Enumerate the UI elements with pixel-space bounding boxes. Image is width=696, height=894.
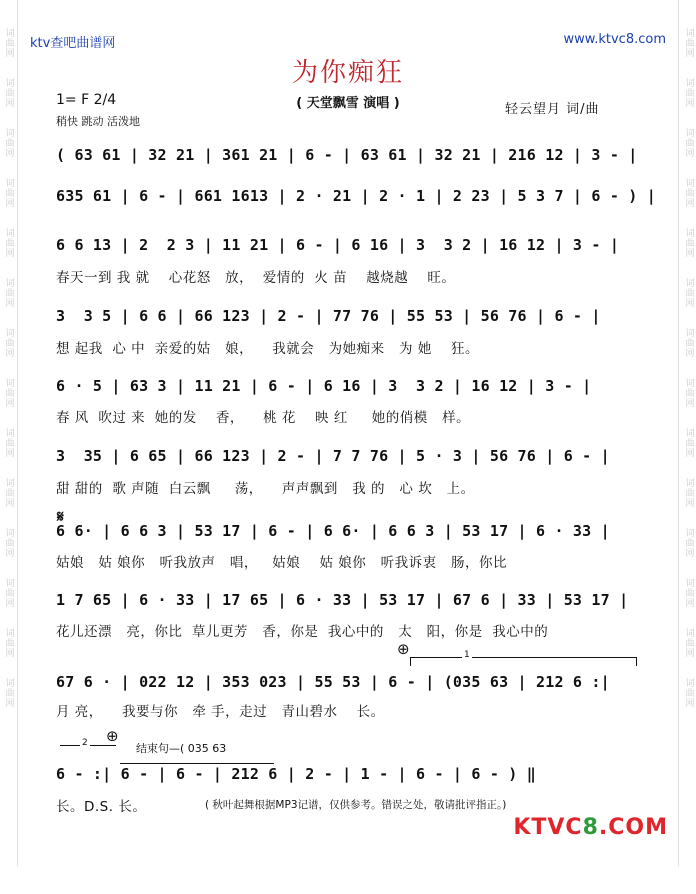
- segno-sign: 𝄋: [57, 507, 64, 526]
- notation-line: 3 3 5 | 6 6 | 66 123 | 2 - | 77 76 | 55 53 | 56 76 | 6 - |: [56, 307, 601, 325]
- side-watermark-text: 词曲网: [3, 278, 14, 308]
- song-title: 为你痴狂: [291, 58, 404, 88]
- side-watermark-text: 词曲网: [3, 628, 14, 658]
- second-ending-number: 2: [82, 738, 88, 748]
- logo-digit: 8: [582, 815, 599, 840]
- side-watermark-text: 词曲网: [3, 678, 14, 708]
- first-ending-bracket: [410, 657, 637, 666]
- side-watermark-text: 词曲网: [683, 378, 694, 408]
- singer-credit: ( 天堂飘雪 演唱 ): [296, 96, 400, 111]
- side-watermark-text: 词曲网: [3, 528, 14, 558]
- notation-line: 6 · 5 | 63 3 | 11 21 | 6 - | 6 16 | 3 3 2 | 16 12 | 3 - |: [56, 377, 592, 395]
- lyric-line: 想 起我 心 中 亲爱的姑 娘， 我就会 为她痴来 为 她 狂。: [56, 341, 479, 357]
- right-margin-line: [678, 0, 679, 866]
- key-signature: 1= F 2/4: [56, 92, 117, 108]
- ending-phrase-rule: [120, 763, 274, 764]
- notation-line: 67 6 · | 022 12 | 353 023 | 55 53 | 6 - | (035 63 | 212 6 :|: [56, 673, 610, 691]
- side-watermark-text: 词曲网: [683, 628, 694, 658]
- left-watermark-strip: [0, 0, 16, 894]
- notation-line: ( 63 61 | 32 21 | 361 21 | 6 - | 63 61 | 32 21 | 216 12 | 3 - |: [56, 146, 638, 164]
- side-watermark-text: 词曲网: [683, 678, 694, 708]
- lyric-line: 春 风 吹过 来 她的发 香， 桃 花 映 红 她的俏模 样。: [56, 410, 471, 426]
- coda-sign: ⊕: [397, 640, 410, 658]
- side-watermark-text: 词曲网: [3, 28, 14, 58]
- side-watermark-text: 词曲网: [683, 78, 694, 108]
- logo-suffix: .COM: [598, 815, 668, 840]
- site-url-right[interactable]: www.ktvc8.com: [563, 32, 666, 47]
- notation-line: 1 7 65 | 6 · 33 | 17 65 | 6 · 33 | 53 17 | 67 6 | 33 | 53 17 |: [56, 591, 629, 609]
- logo-text: KTVC: [513, 815, 583, 840]
- notation-line: 3 35 | 6 65 | 66 123 | 2 - | 7 7 76 | 5 · 3 | 56 76 | 6 - |: [56, 447, 610, 465]
- right-watermark-strip: [680, 0, 696, 894]
- author-credit: 轻云望月 词/曲: [505, 102, 600, 117]
- side-watermark-text: 词曲网: [683, 178, 694, 208]
- left-margin-line: [17, 0, 18, 866]
- side-watermark-text: 词曲网: [683, 278, 694, 308]
- tempo-marking: 稍快 跳动 活泼地: [56, 115, 140, 128]
- notation-line: 635 61 | 6 - | 661 1613 | 2 · 21 | 2 · 1 | 2 23 | 5 3 7 | 6 - ) |: [56, 187, 656, 205]
- side-watermark-text: 词曲网: [3, 378, 14, 408]
- side-watermark-text: 词曲网: [683, 528, 694, 558]
- lyric-line: 月 亮， 我要与你 牵 手，走过 青山碧水 长。: [56, 704, 385, 720]
- side-watermark-text: 词曲网: [3, 478, 14, 508]
- lyric-line: 长。D.S. 长。: [56, 799, 147, 815]
- lyric-line: 花儿还漂 亮，你比 草儿更芳 香，你是 我心中的 太 阳，你是 我心中的: [56, 624, 549, 640]
- lyric-line: 姑娘 姑 娘你 听我放声 唱， 姑娘 姑 娘你 听我诉衷 肠，你比: [56, 555, 507, 571]
- site-name-left[interactable]: ktv查吧曲谱网: [30, 36, 116, 51]
- lyric-line: 甜 甜的 歌 声随 白云飘 荡， 声声飘到 我 的 心 坎 上。: [56, 481, 475, 497]
- side-watermark-text: 词曲网: [683, 578, 694, 608]
- side-watermark-text: 词曲网: [683, 128, 694, 158]
- side-watermark-text: 词曲网: [683, 28, 694, 58]
- side-watermark-text: 词曲网: [3, 178, 14, 208]
- ending-phrase-label: 结束句—( 035 63: [136, 742, 227, 755]
- side-watermark-text: 词曲网: [3, 78, 14, 108]
- side-watermark-text: 词曲网: [3, 128, 14, 158]
- first-ending-number: 1: [464, 650, 470, 660]
- side-watermark-text: 词曲网: [683, 328, 694, 358]
- transcriber-note: ( 秋叶起舞根据MP3记谱，仅供参考。错误之处，敬请批评指正。): [205, 799, 507, 811]
- side-watermark-text: 词曲网: [3, 328, 14, 358]
- coda-sign: ⊕: [106, 727, 119, 745]
- side-watermark-text: 词曲网: [683, 228, 694, 258]
- side-watermark-text: 词曲网: [683, 478, 694, 508]
- side-watermark-text: 词曲网: [3, 578, 14, 608]
- notation-line: 6 6 13 | 2 2 3 | 11 21 | 6 - | 6 16 | 3 3 2 | 16 12 | 3 - |: [56, 236, 620, 254]
- side-watermark-text: 词曲网: [3, 228, 14, 258]
- site-logo[interactable]: [513, 815, 668, 840]
- lyric-line: 春天一到 我 就 心花怒 放， 爱情的 火 苗 越烧越 旺。: [56, 270, 456, 286]
- side-watermark-text: 词曲网: [683, 428, 694, 458]
- notation-line: 6 6· | 6 6 3 | 53 17 | 6 - | 6 6· | 6 6 3 | 53 17 | 6 · 33 |: [56, 522, 610, 540]
- side-watermark-text: 词曲网: [3, 428, 14, 458]
- notation-line: 6 - :| 6 - | 6 - | 212 6 | 2 - | 1 - | 6 - | 6 - ) ‖: [56, 765, 536, 783]
